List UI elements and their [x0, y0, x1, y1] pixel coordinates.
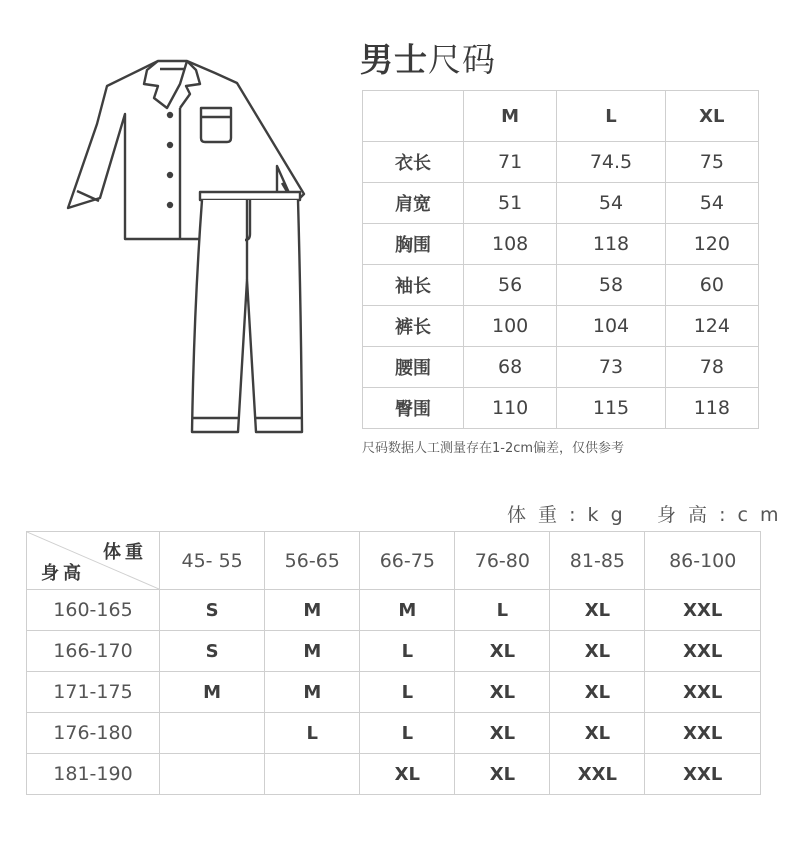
- cell: 73: [557, 347, 665, 388]
- corner-height-label: 身高: [41, 563, 85, 584]
- header-cell: L: [557, 91, 665, 142]
- weight-range-header: 66-75: [360, 532, 455, 590]
- table-row: [27, 754, 761, 795]
- size-cell: XL: [455, 672, 550, 713]
- height-range: 176-180: [27, 713, 160, 754]
- size-cell: M: [160, 672, 265, 713]
- height-range: 160-165: [27, 590, 160, 631]
- size-cell: M: [360, 590, 455, 631]
- size-cell: [265, 754, 360, 795]
- size-cell: S: [160, 590, 265, 631]
- cell: 54: [557, 183, 665, 224]
- size-cell: L: [265, 713, 360, 754]
- table-header-row: [363, 91, 759, 142]
- header-cell: M: [464, 91, 557, 142]
- row-label: 袖长: [363, 265, 464, 306]
- cell: 78: [665, 347, 758, 388]
- size-cell: XXL: [645, 713, 761, 754]
- table-header-row: [27, 532, 761, 590]
- height-range: 181-190: [27, 754, 160, 795]
- cell: 118: [665, 388, 758, 429]
- size-cell: XL: [550, 631, 645, 672]
- size-cell: M: [265, 672, 360, 713]
- page-title: [360, 34, 496, 81]
- row-label: 裤长: [363, 306, 464, 347]
- cell: 74.5: [557, 142, 665, 183]
- size-cell: XL: [455, 631, 550, 672]
- size-cell: XXL: [550, 754, 645, 795]
- size-cell: XL: [550, 713, 645, 754]
- cell: 115: [557, 388, 665, 429]
- size-cell: L: [360, 713, 455, 754]
- table-row: [363, 347, 759, 388]
- size-cell: [160, 754, 265, 795]
- table-row: [363, 265, 759, 306]
- weight-unit-label: 体 重 : k g: [507, 504, 626, 526]
- weight-range-header: 86-100: [645, 532, 761, 590]
- table-row: [363, 388, 759, 429]
- size-recommendation-table: [26, 531, 761, 795]
- height-range: 171-175: [27, 672, 160, 713]
- cell: 104: [557, 306, 665, 347]
- weight-range-header: 56-65: [265, 532, 360, 590]
- measurement-table: [362, 90, 759, 429]
- header-cell: [363, 91, 464, 142]
- height-range: 166-170: [27, 631, 160, 672]
- cell: 118: [557, 224, 665, 265]
- size-cell: L: [360, 631, 455, 672]
- height-unit-label: 身 高 : c m: [657, 504, 782, 526]
- row-label: 衣长: [363, 142, 464, 183]
- table-row: [363, 142, 759, 183]
- size-cell: XL: [360, 754, 455, 795]
- weight-range-header: 76-80: [455, 532, 550, 590]
- size-cell: L: [455, 590, 550, 631]
- row-label: 肩宽: [363, 183, 464, 224]
- size-cell: S: [160, 631, 265, 672]
- cell: 108: [464, 224, 557, 265]
- cell: 60: [665, 265, 758, 306]
- table-row: [27, 672, 761, 713]
- cell: 58: [557, 265, 665, 306]
- size-cell: XL: [550, 590, 645, 631]
- row-label: 臀围: [363, 388, 464, 429]
- size-cell: M: [265, 631, 360, 672]
- table-row: [363, 306, 759, 347]
- cell: 75: [665, 142, 758, 183]
- measurement-note: 尺码数据人工测量存在1-2cm偏差，仅供参考: [362, 441, 625, 456]
- cell: 71: [464, 142, 557, 183]
- table-row: [27, 631, 761, 672]
- pajama-illustration-icon: [62, 48, 312, 438]
- cell: 110: [464, 388, 557, 429]
- size-cell: XXL: [645, 672, 761, 713]
- cell: 100: [464, 306, 557, 347]
- table-row: [363, 183, 759, 224]
- cell: 124: [665, 306, 758, 347]
- size-cell: XXL: [645, 754, 761, 795]
- size-cell: M: [265, 590, 360, 631]
- cell: 54: [665, 183, 758, 224]
- row-label: 腰围: [363, 347, 464, 388]
- size-cell: XL: [455, 713, 550, 754]
- cell: 51: [464, 183, 557, 224]
- header-cell: XL: [665, 91, 758, 142]
- corner-cell: [27, 532, 160, 590]
- table-row: [363, 224, 759, 265]
- size-cell: L: [360, 672, 455, 713]
- cell: 120: [665, 224, 758, 265]
- cell: 56: [464, 265, 557, 306]
- size-cell: [160, 713, 265, 754]
- title-light: 尺码: [428, 40, 496, 79]
- title-bold: 男士: [360, 40, 428, 79]
- table-row: [27, 590, 761, 631]
- size-cell: XL: [455, 754, 550, 795]
- weight-range-header: 81-85: [550, 532, 645, 590]
- size-cell: XXL: [645, 631, 761, 672]
- corner-weight-label: 体重: [103, 542, 147, 563]
- size-cell: XXL: [645, 590, 761, 631]
- weight-range-header: 45- 55: [160, 532, 265, 590]
- table-row: [27, 713, 761, 754]
- cell: 68: [464, 347, 557, 388]
- row-label: 胸围: [363, 224, 464, 265]
- size-cell: XL: [550, 672, 645, 713]
